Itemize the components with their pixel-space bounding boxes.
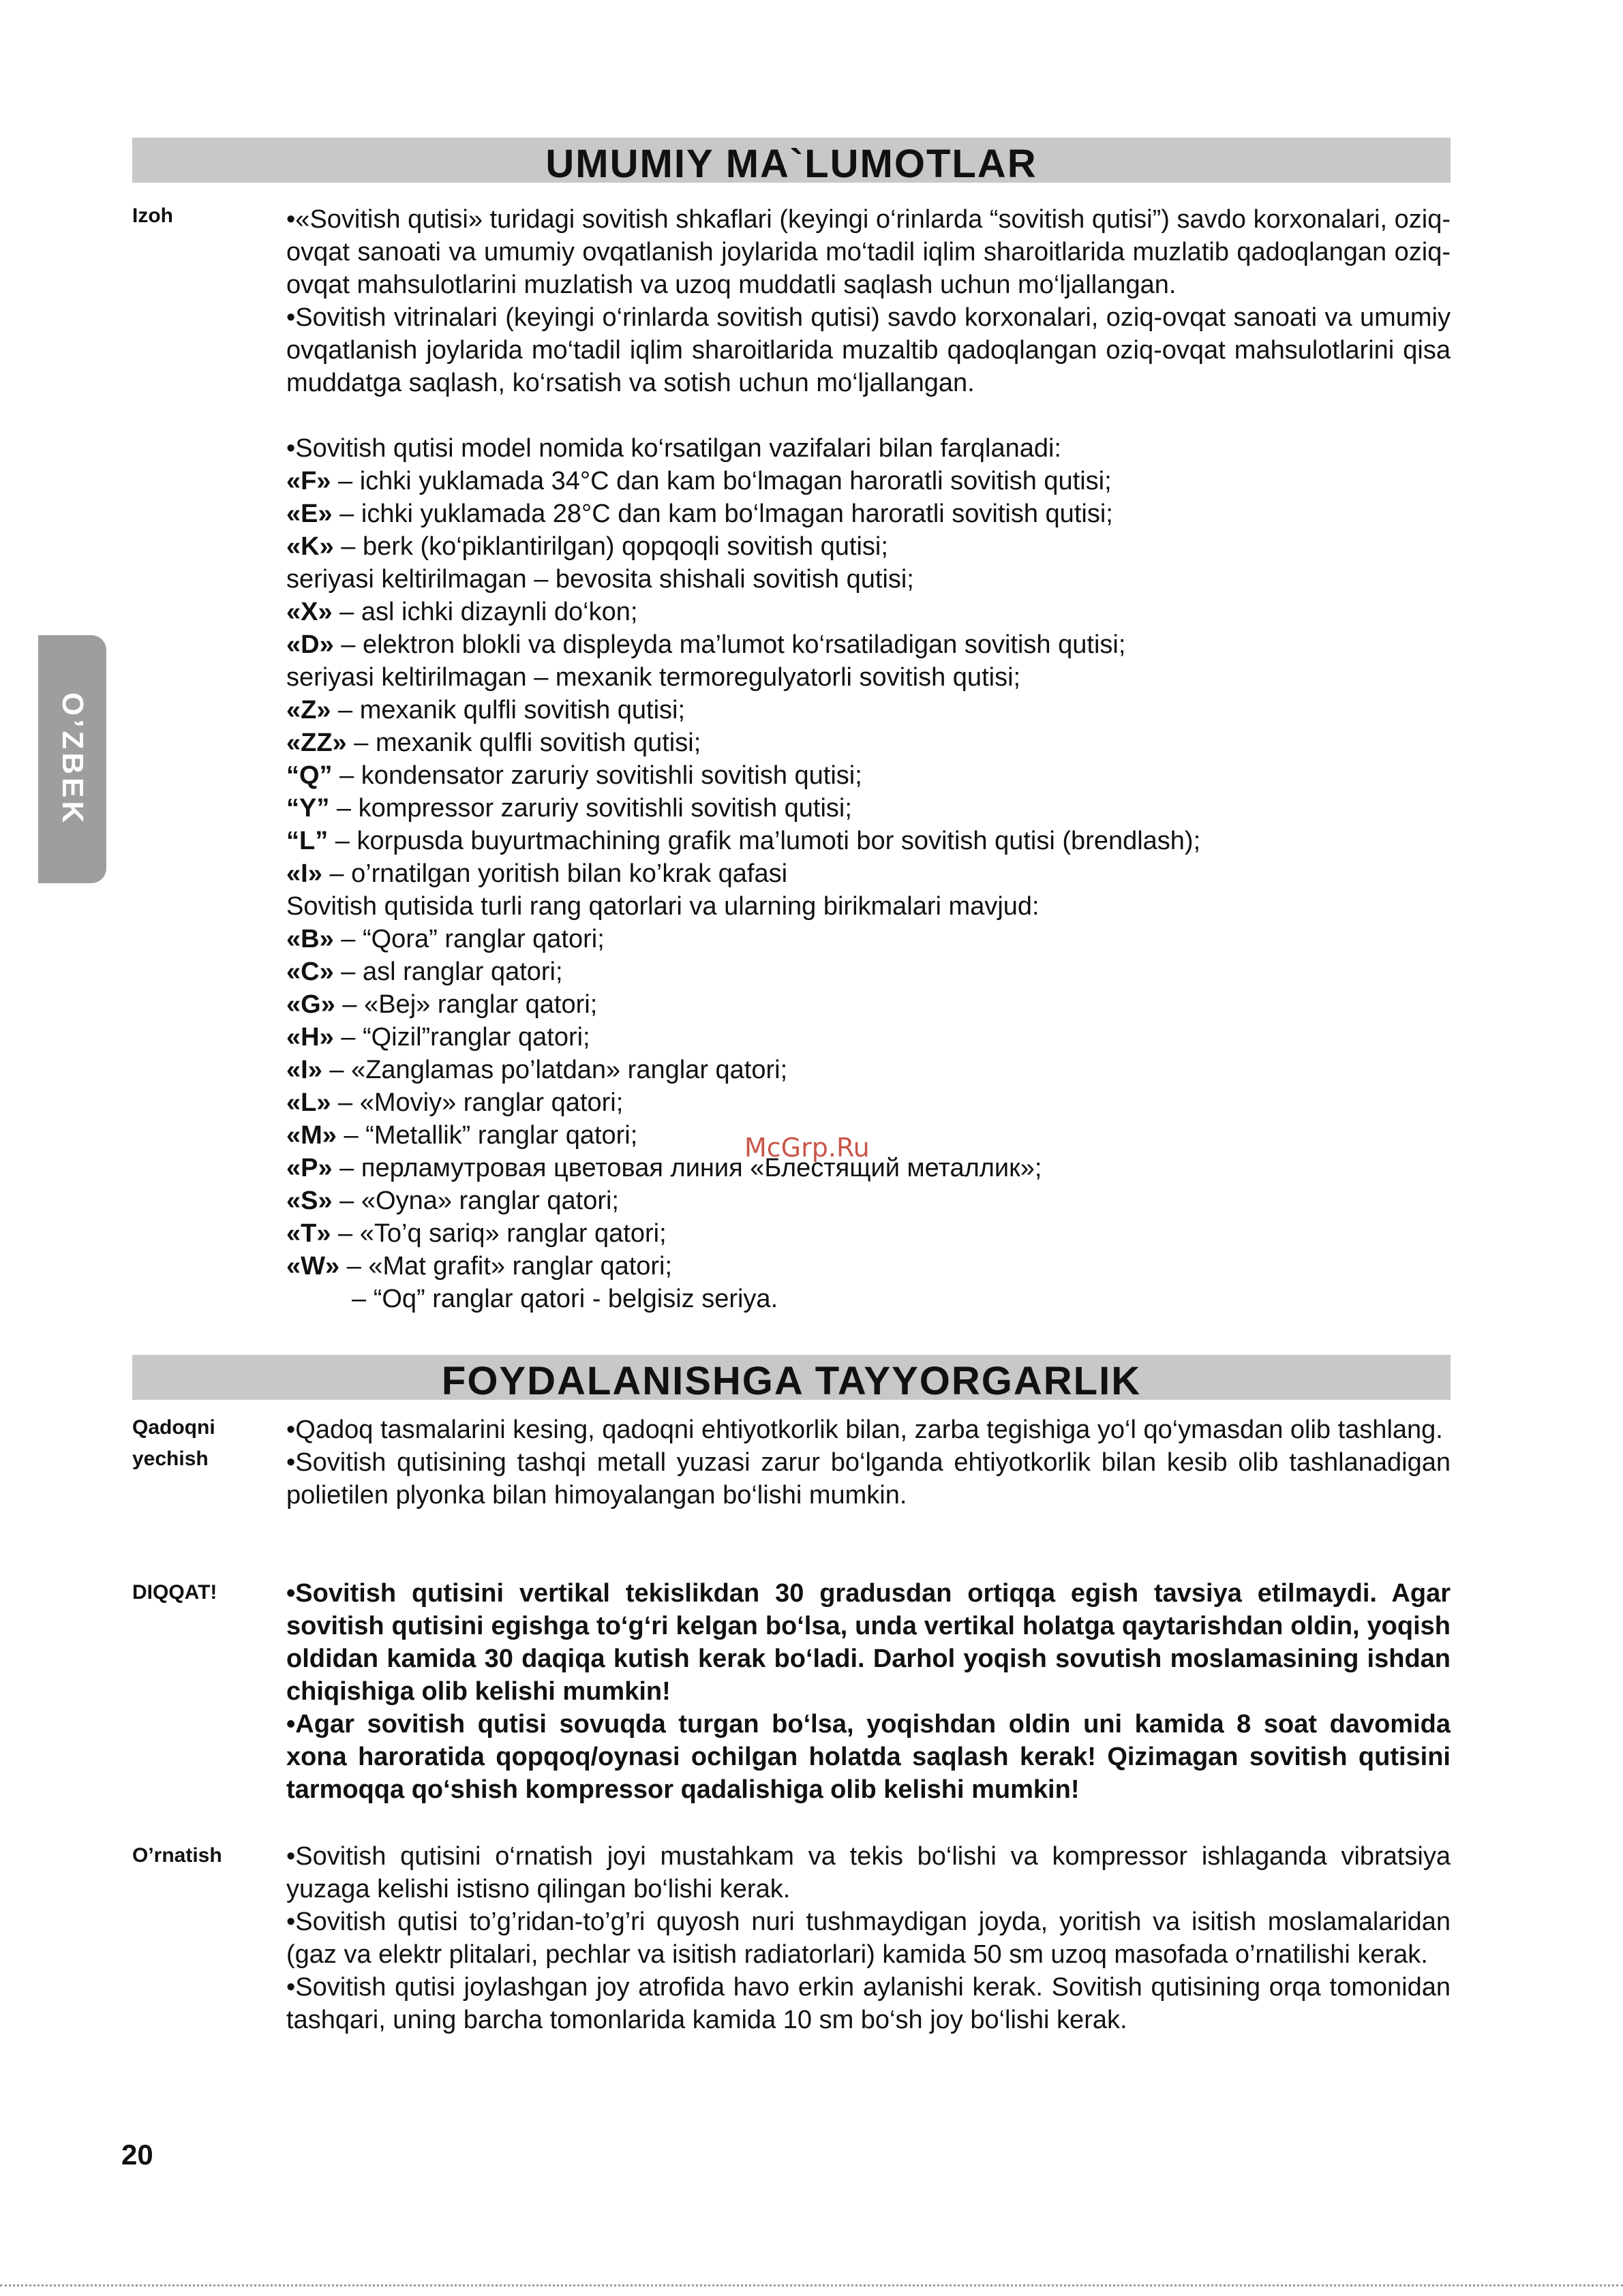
model-code-line: «K» – berk (ko‘piklantirilgan) qopqoqli sovitish qutisi; (286, 532, 888, 561)
unpack-content (286, 1413, 1451, 1512)
section-header-general (132, 138, 1451, 183)
color-code-line: «H» – “Qizil”ranglar qatori; (286, 1023, 590, 1052)
color-code-line: «M» – “Metallik” ranglar qatori; (286, 1121, 638, 1150)
install-content (286, 1840, 1451, 2036)
model-code-line: seriyasi keltirilmagan – mexanik termoregulyatorli sovitish qutisi; (286, 663, 1021, 692)
install-label: O’rnatish (132, 1844, 222, 1867)
unpack-paragraph: •Qadoq tasmalarini kesing, qadoqni ehtiyotkorlik bilan, zarba tegishiga yo‘l qo‘ymasdan olib tashlang. (286, 1415, 1443, 1444)
izoh-label: Izoh (132, 204, 173, 227)
color-code-line: «W» – «Mat grafit» ranglar qatori; (286, 1252, 673, 1281)
section-title-prep: FOYDALANISHGA TAYYORGARLIK (441, 1359, 1142, 1400)
bottom-divider (0, 2284, 1623, 2286)
section-title-general: UMUMIY MA`LUMOTLAR (545, 142, 1037, 183)
section-header-prep (132, 1355, 1451, 1400)
language-tab-label: O’ZBEK (56, 692, 89, 827)
color-code-line: «L» – «Moviy» ranglar qatori; (286, 1088, 624, 1117)
install-paragraph: •Sovitish qutisi to’g’ridan-to’g’ri quyosh nuri tushmaydigan joyda, yoritish va isitish moslamalaridan (gaz va elektr plitalari, pechlar va isitish radiatorlari) kamida 50 sm uzoq masofada o’rnatilishi kerak. (286, 1908, 1451, 1969)
model-intro: •Sovitish qutisi model nomida ko‘rsatilgan vazifalari bilan farqlanadi: (286, 434, 1061, 463)
color-code-line: «P» – перламутровая цветовая линия «Блестящий металлик»; (286, 1154, 1042, 1182)
model-code-line: «E» – ichki yuklamada 28°C dan kam bo‘lmagan haroratli sovitish qutisi; (286, 500, 1113, 528)
model-code-line: “Y” – kompressor zaruriy sovitishli sovitish qutisi; (286, 794, 852, 823)
color-code-line: «S» – «Oyna» ranglar qatori; (286, 1187, 619, 1215)
model-code-line: seriyasi keltirilmagan – bevosita shishali sovitish qutisi; (286, 565, 914, 594)
color-code-line: «I» – «Zanglamas po’latdan» ranglar qatori; (286, 1056, 788, 1084)
model-code-line: “L” – korpusda buyurtmachining grafik ma’lumoti bor sovitish qutisi (brendlash); (286, 827, 1201, 855)
model-code-line: «D» – elektron blokli va displeyda ma’lumot ko‘rsatiladigan sovitish qutisi; (286, 630, 1126, 659)
model-code-line: «I» – o’rnatilgan yoritish bilan ko’krak qafasi (286, 859, 788, 888)
install-paragraph: •Sovitish qutisini o‘rnatish joyi mustahkam va tekis bo‘lishi va kompressor ishlaganda vibratsiya yuzaga kelishi istisno qilingan bo‘lishi kerak. (286, 1842, 1451, 1903)
model-code-line: “Q” – kondensator zaruriy sovitishli sovitish qutisi; (286, 761, 862, 790)
model-code-line: Sovitish qutisida turli rang qatorlari va ularning birikmalari mavjud: (286, 892, 1040, 921)
model-code-line: «F» – ichki yuklamada 34°C dan kam bo‘lmagan haroratli sovitish qutisi; (286, 467, 1112, 495)
model-code-line: «Z» – mexanik qulfli sovitish qutisi; (286, 696, 686, 724)
unpack-paragraph: •Sovitish qutisining tashqi metall yuzasi zarur bo‘lganda ehtiyotkorlik bilan kesib olib tashlanadigan polietilen plyonka bilan himoyalangan bo‘lishi mumkin. (286, 1448, 1451, 1510)
page-number: 20 (121, 2139, 153, 2171)
warning-paragraph: •Sovitish qutisini vertikal tekislikdan 30 gradusdan ortiqqa egish tavsiya etilmaydi. Agar sovitish qutisini egishga to‘g‘ri kelgan bo‘lsa, unda vertikal holatga qaytarishdan oldin, yoqish oldidan kamida 30 daqiqa kutish kerak bo‘ladi. Darhol yoqish sovutish moslamasining ishdan chiqishiga olib kelishi mumkin! (286, 1579, 1451, 1706)
color-code-line: «C» – asl ranglar qatori; (286, 958, 563, 986)
model-code-line: «ZZ» – mexanik qulfli sovitish qutisi; (286, 729, 701, 757)
intro-paragraph: •Sovitish vitrinalari (keyingi o‘rinlarda sovitish qutisi) savdo korxonalari, oziq-ovqat sanoati va umumiy ovqatlanish joylarida mo‘tadil iqlim sharoitlarida muzaltib qadoqlangan oziq-ovqat mahsulotlarini qisa muddatga saqlash, ko‘rsatish va sotish uchun mo‘ljallangan. (286, 303, 1451, 397)
warning-content (286, 1577, 1451, 1806)
color-code-line: «G» – «Bej» ranglar qatori; (286, 990, 598, 1019)
unpack-label: Qadoqni yechish (132, 1416, 215, 1470)
color-code-line: «T» – «To’q sariq» ranglar qatori; (286, 1219, 667, 1248)
intro-paragraph: •«Sovitish qutisi» turidagi sovitish shkaflari (keyingi o‘rinlarda “sovitish qutisi”) savdo korxonalari, oziq-ovqat sanoati va umumiy ovqatlanish joylarida mo‘tadil iqlim sharoitlarida muzlatib qadoqlangan oziq-ovqat mahsulotlarini muzlatish va uzoq muddatli saqlash uchun mo‘ljallangan. (286, 205, 1451, 299)
language-tab (38, 635, 106, 883)
oq-line: – “Oq” ranglar qatori - belgisiz seriya. (352, 1285, 778, 1313)
install-paragraph: •Sovitish qutisi joylashgan joy atrofida havo erkin aylanishi kerak. Sovitish qutisining orqa tomonidan tashqari, uning barcha tomonlarida kamida 10 sm bo‘sh joy bo‘lishi kerak. (286, 1973, 1451, 2034)
color-code-line: «B» – “Qora” ranglar qatori; (286, 925, 605, 953)
warning-label: DIQQAT! (132, 1581, 217, 1604)
model-code-line: «X» – asl ichki dizaynli do‘kon; (286, 598, 638, 626)
warning-paragraph: •Agar sovitish qutisi sovuqda turgan bo‘lsa, yoqishdan oldin uni kamida 8 soat davomida xona haroratida qopqoq/oynasi ochilgan holatda saqlash kerak! Qizimagan sovitish qutisini tarmoqqa qo‘shish kompressor qadalishiga olib kelishi mumkin! (286, 1710, 1451, 1804)
watermark: McGrp.Ru (744, 1133, 870, 1163)
